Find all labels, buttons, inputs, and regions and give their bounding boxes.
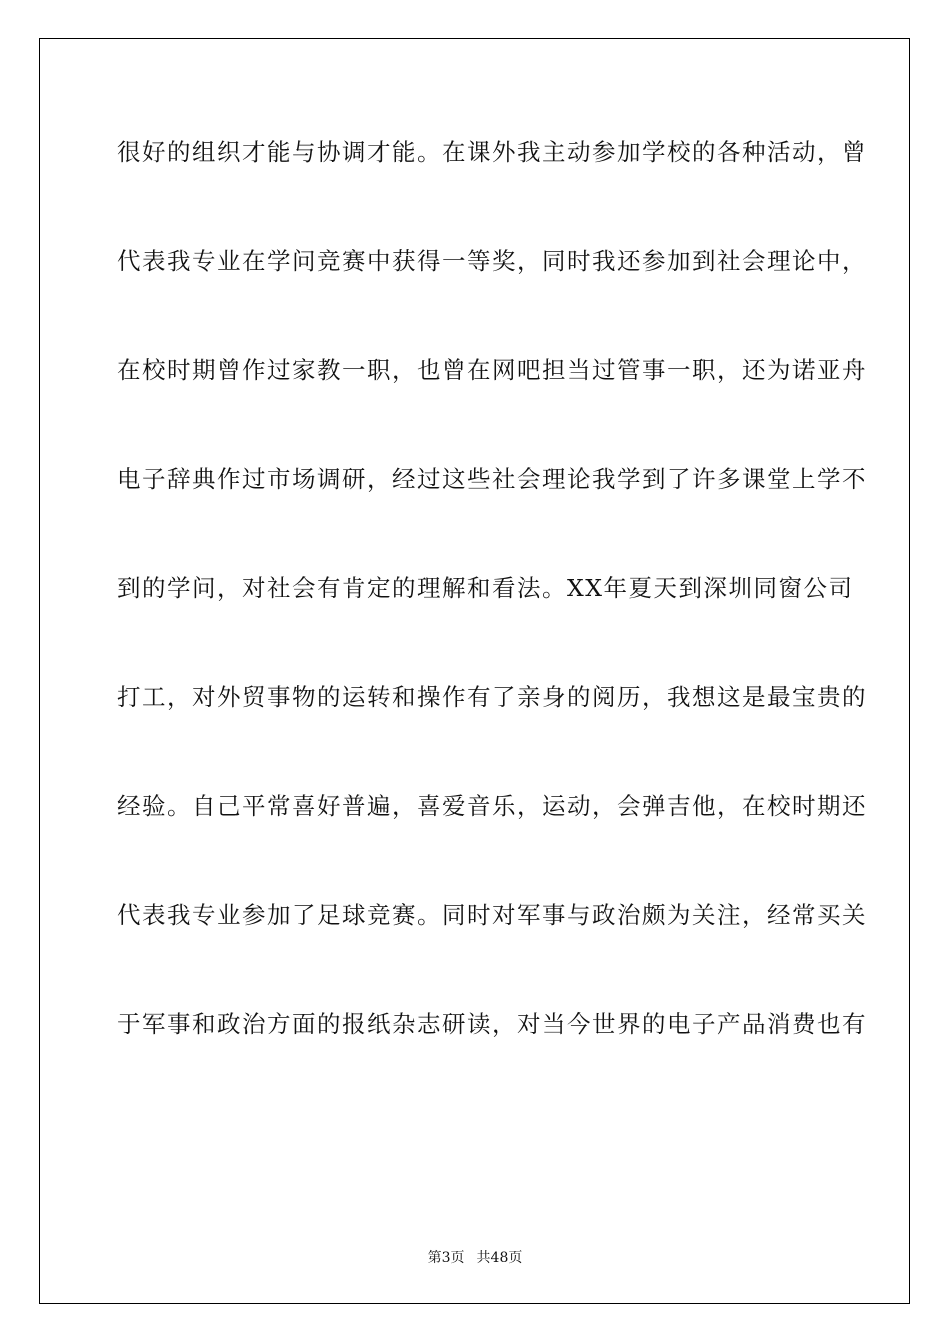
- current-page-number: 第3页: [427, 1250, 465, 1266]
- body-line-1: 很好的组织才能与协调才能。在课外我主动参加学校的各种活动，曾: [117, 138, 867, 166]
- page-footer: [0, 1248, 950, 1268]
- body-line-9: 于军事和政治方面的报纸杂志研读，对当今世界的电子产品消费也有: [117, 1010, 867, 1038]
- total-page-count: 共48页: [476, 1250, 523, 1266]
- body-line-2: 代表我专业在学问竞赛中获得一等奖，同时我还参加到社会理论中，: [117, 247, 867, 275]
- body-line-3: 在校时期曾作过家教一职，也曾在网吧担当过管事一职，还为诺亚舟: [117, 356, 867, 384]
- body-line-4: 电子辞典作过市场调研，经过这些社会理论我学到了许多课堂上学不: [117, 465, 867, 493]
- body-line-8: 代表我专业参加了足球竞赛。同时对军事与政治颇为关注，经常买关: [117, 901, 867, 929]
- body-line-7: 经验。自己平常喜好普遍，喜爱音乐，运动，会弹吉他，在校时期还: [117, 792, 867, 820]
- body-line-6: 打工，对外贸事物的运转和操作有了亲身的阅历，我想这是最宝贵的: [117, 683, 867, 711]
- document-body: [117, 127, 867, 1108]
- body-line-5: 到的学问，对社会有肯定的理解和看法。XX年夏天到深圳同窗公司: [117, 574, 854, 602]
